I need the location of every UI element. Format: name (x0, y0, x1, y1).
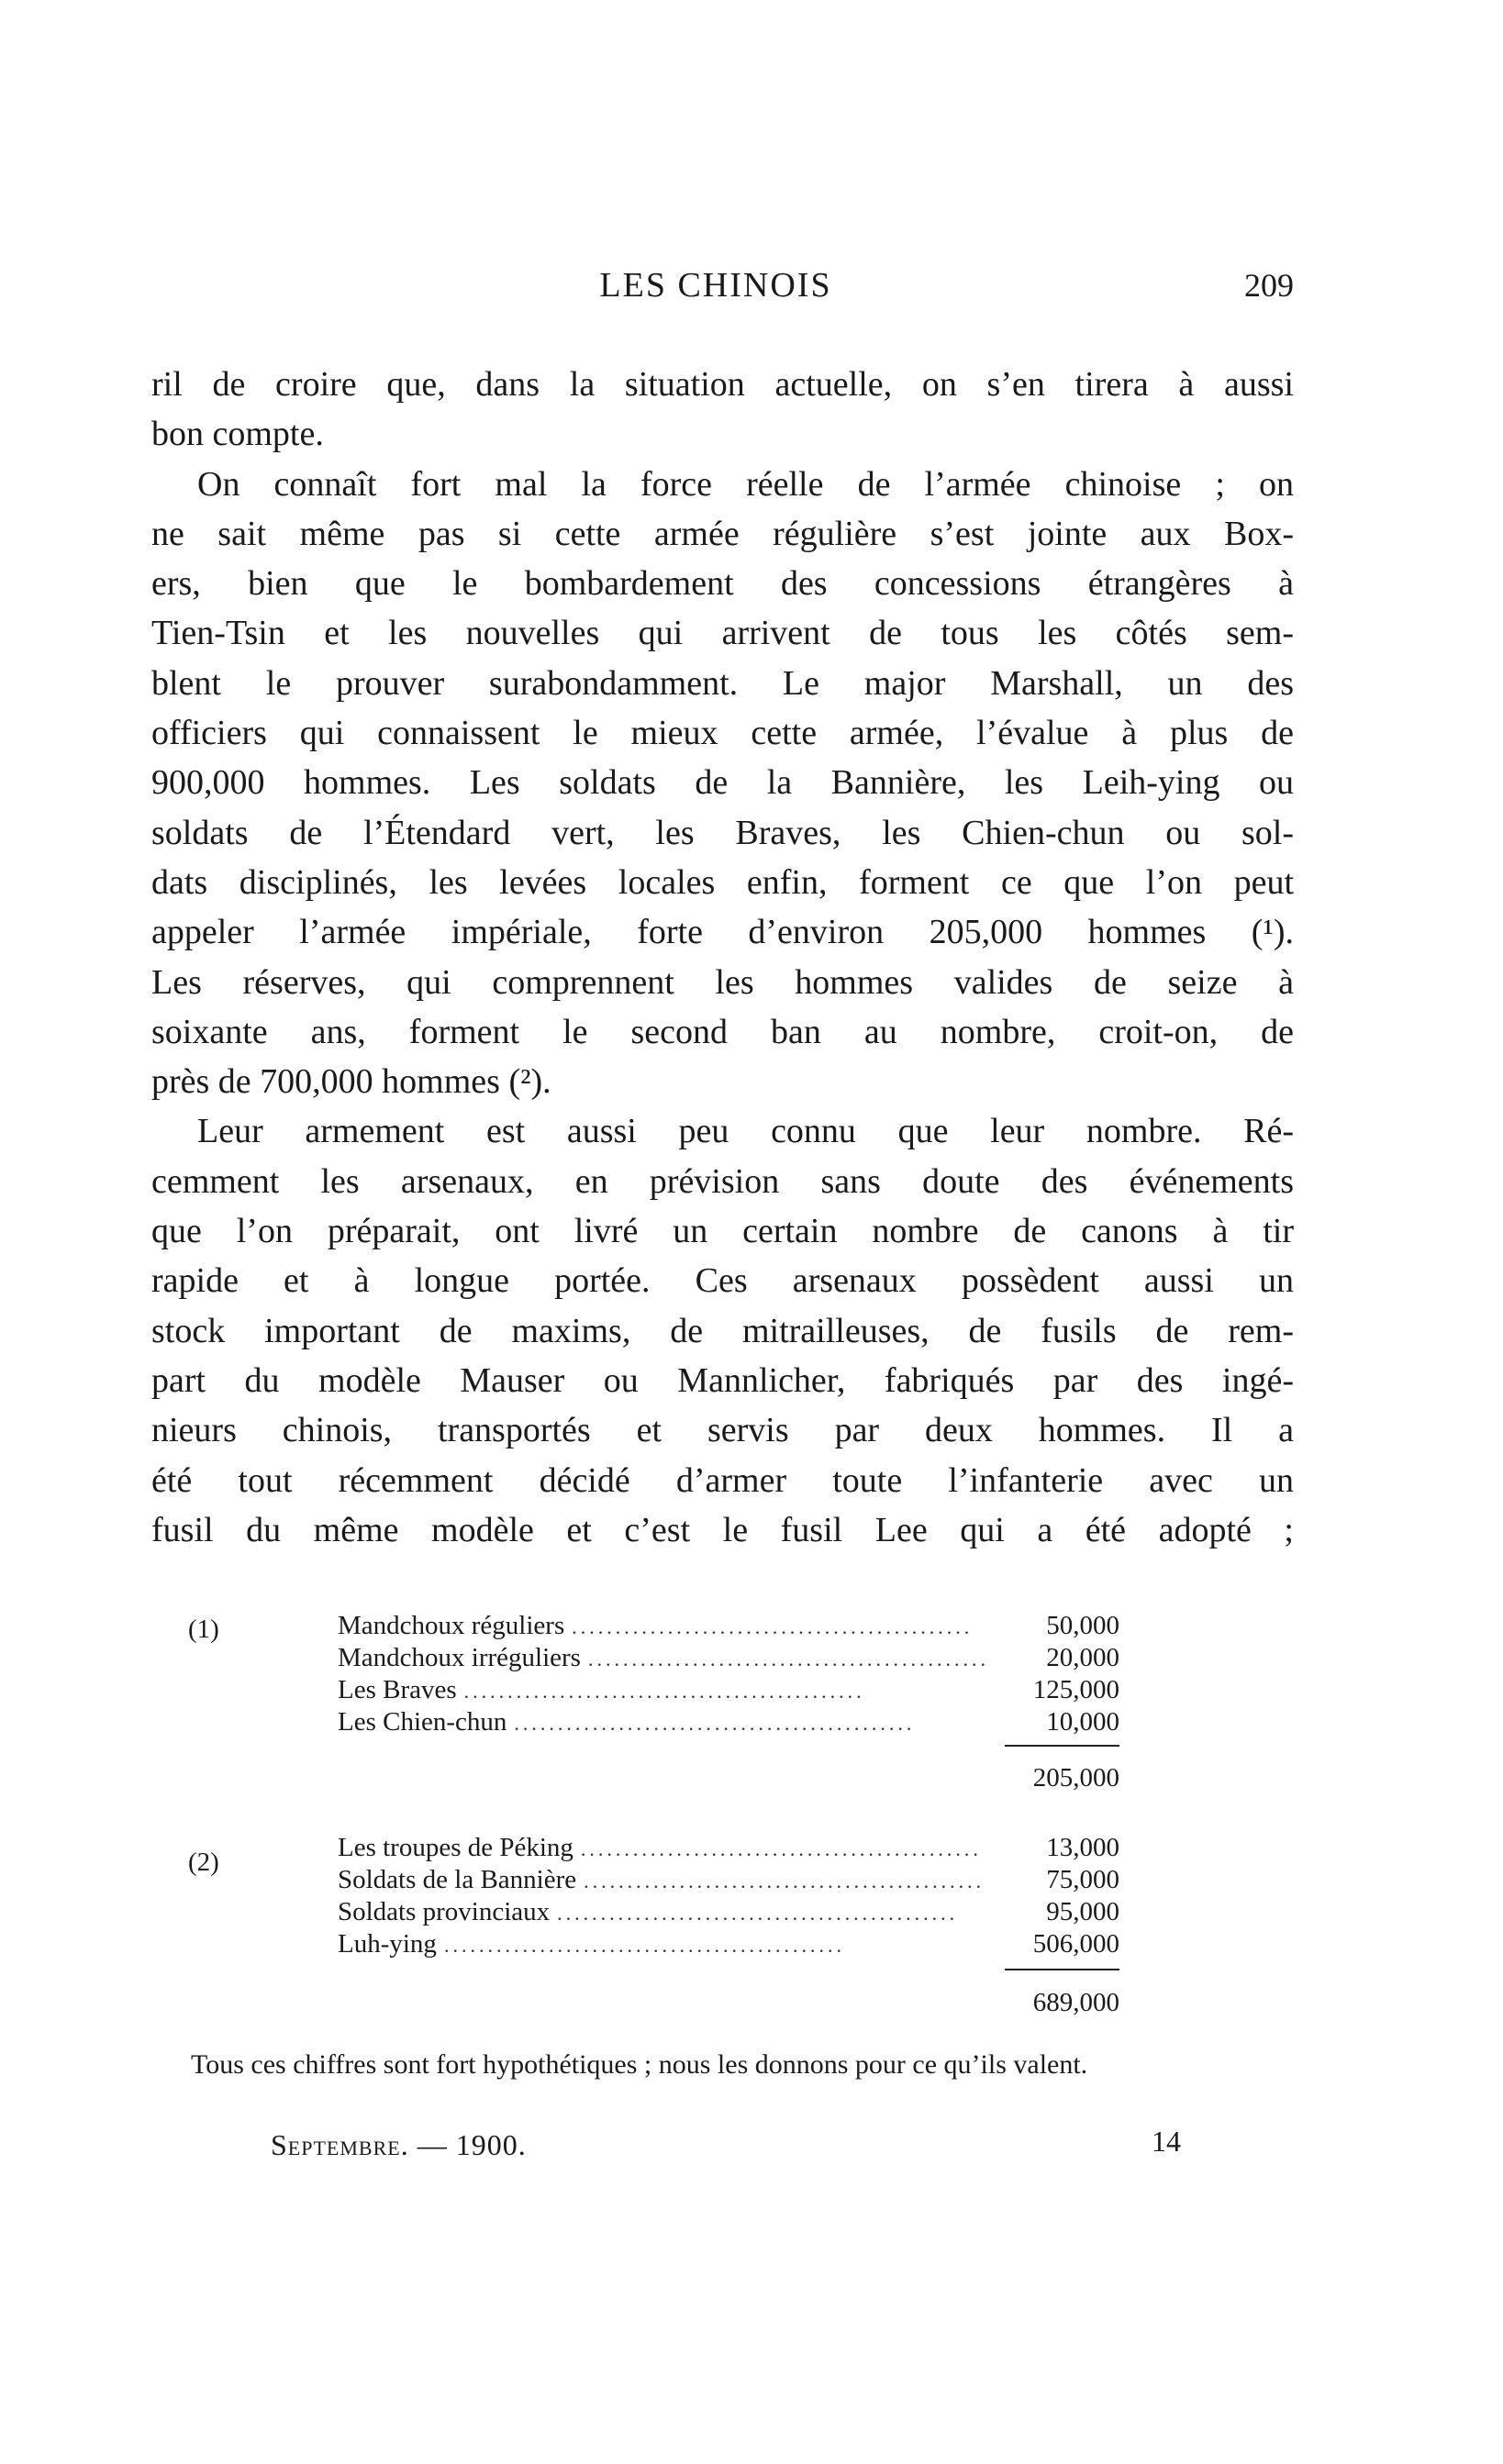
text-line: ne sait même pas si cette armée régulière s’est jointe aux Box- (151, 514, 1294, 553)
footnote-row (338, 1673, 1119, 1706)
text-line: Tien-Tsin et les nouvelles qui arrivent de tous les côtés sem- (151, 614, 1294, 653)
row-label: Les Braves (338, 1675, 457, 1704)
text-line: ers, bien que le bombardement des concessions étrangères à (151, 564, 1294, 604)
footnote-row (338, 1641, 1119, 1674)
signature-month: Septembre (271, 2128, 401, 2161)
row-value: 10,000 (1046, 1707, 1119, 1737)
text-line: ril de croire que, dans la situation actuelle, on s’en tirera à aussi (151, 365, 1294, 404)
text-line: Les réserves, qui comprennent les hommes valides de seize à (151, 962, 1294, 1002)
leader-dots: .............................................. (580, 1837, 982, 1860)
row-value: 75,000 (1046, 1865, 1119, 1894)
row-label: Soldats de la Bannière (338, 1865, 577, 1894)
footnote-row (338, 1609, 1119, 1642)
leader-dots: .............................................. (557, 1902, 959, 1925)
row-label: Mandchoux irréguliers (338, 1643, 581, 1672)
text-line: bon compte. (151, 415, 324, 454)
text-line: cemment les arsenaux, en prévision sans doute des événements (151, 1161, 1294, 1201)
page-number: 209 (1244, 267, 1294, 304)
body-text (151, 360, 1294, 1555)
text-line: blent le prouver surabondamment. Le major Marshall, un des (151, 663, 1294, 703)
row-value: 20,000 (1046, 1643, 1119, 1672)
row-value: 13,000 (1046, 1833, 1119, 1862)
row-label: Les troupes de Péking (338, 1833, 573, 1862)
row-value: 50,000 (1046, 1611, 1119, 1640)
text-line: part du modèle Mauser ou Mannlicher, fabriqués par des ingé- (151, 1360, 1294, 1400)
sheet-number: 14 (1152, 2125, 1181, 2158)
footnote-mark-1: (1) (188, 1615, 219, 1644)
text-line: On connaît fort mal la force réelle de l’armée chinoise ; on (197, 464, 1294, 504)
text-line: stock important de maxims, de mitrailleuses, de fusils de rem- (151, 1311, 1294, 1350)
row-value: 125,000 (1032, 1675, 1119, 1704)
footnote-remark: Tous ces chiffres sont fort hypothétiques ; nous les donnons pour ce qu’ils valent. (191, 2049, 1088, 2080)
leader-dots: .............................................. (443, 1934, 845, 1957)
sum-rule (1005, 1745, 1119, 1747)
footnote-row (338, 1705, 1119, 1738)
text-line: que l’on préparait, ont livré un certain nombre de canons à tir (151, 1212, 1294, 1251)
text-line: officiers qui connaissent le mieux cette armée, l’évalue à plus de (151, 714, 1294, 753)
footnote-row (338, 1863, 1119, 1896)
row-label: Mandchoux réguliers (338, 1611, 565, 1640)
text-line: soldats de l’Étendard vert, les Braves, les Chien-chun ou sol- (151, 813, 1294, 852)
leader-dots: .............................................. (584, 1870, 985, 1892)
leader-dots: .............................................. (572, 1615, 974, 1638)
row-value: 506,000 (1032, 1929, 1119, 1959)
running-title: LES CHINOIS (599, 266, 832, 305)
text-line: fusil du même modèle et c’est le fusil Lee qui a été adopté ; (151, 1510, 1294, 1549)
text-line: Leur armement est aussi peu connu que leur nombre. Ré- (197, 1112, 1294, 1151)
text-line: dats disciplinés, les levées locales enfin, forment ce que l’on peut (151, 862, 1294, 902)
footnote-mark-2: (2) (188, 1848, 219, 1877)
leader-dots: .............................................. (587, 1648, 989, 1670)
row-value: 95,000 (1046, 1897, 1119, 1926)
text-line: rapide et à longue portée. Ces arsenaux possèdent aussi un (151, 1261, 1294, 1301)
text-line: nieurs chinois, transportés et servis par deux hommes. Il a (151, 1411, 1294, 1450)
footnote-row (338, 1927, 1119, 1960)
text-line: appeler l’armée impériale, forte d’environ 205,000 hommes (¹). (151, 913, 1294, 952)
row-label: Soldats provinciaux (338, 1897, 551, 1926)
row-label: Luh-ying (338, 1929, 437, 1959)
signature-year: . — 1900. (400, 2128, 527, 2161)
footnote-total: 689,000 (1032, 1988, 1119, 2017)
footnote-row (338, 1895, 1119, 1928)
leader-dots: .............................................. (514, 1712, 916, 1735)
footnote-row (338, 1831, 1119, 1864)
sum-rule (1005, 1969, 1119, 1970)
leader-dots: .............................................. (463, 1680, 865, 1703)
text-line: 900,000 hommes. Les soldats de la Bannière, les Leih-ying ou (151, 763, 1294, 803)
text-line: près de 700,000 hommes (²). (151, 1062, 551, 1102)
text-line: été tout récemment décidé d’armer toute l’infanterie avec un (151, 1460, 1294, 1500)
signature-mark (271, 2126, 527, 2163)
footnote-total: 205,000 (1032, 1763, 1119, 1793)
row-label: Les Chien-chun (338, 1707, 507, 1737)
text-line: soixante ans, forment le second ban au nombre, croit-on, de (151, 1012, 1294, 1051)
running-head (0, 262, 1503, 308)
